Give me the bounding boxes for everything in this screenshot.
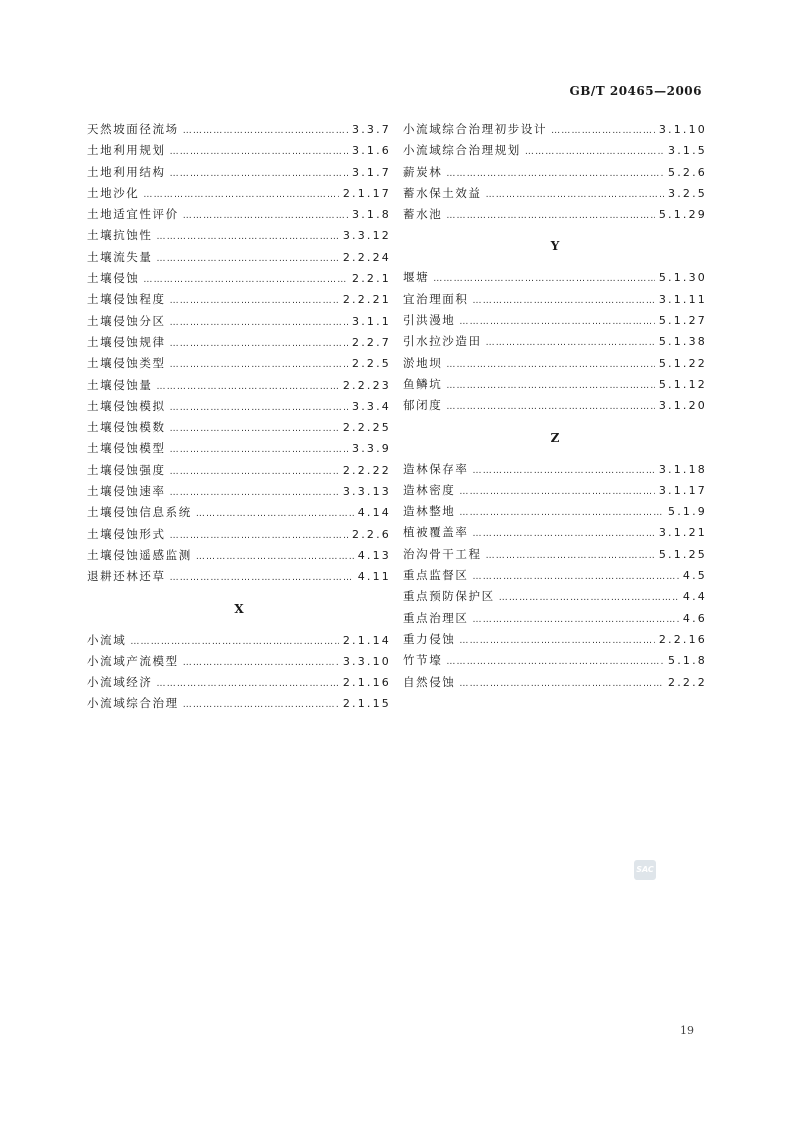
index-entry xyxy=(87,247,391,268)
index-term: 引洪漫地 xyxy=(403,313,456,328)
index-term: 重点监督区 xyxy=(403,568,469,583)
index-term: 土壤侵蚀程度 xyxy=(87,292,166,307)
index-term: 郁闭度 xyxy=(403,398,443,413)
dot-leader xyxy=(459,631,654,652)
section-letter-z: Z xyxy=(550,430,560,445)
dot-leader xyxy=(143,185,338,206)
clause-reference: 4.6 xyxy=(682,611,707,625)
dot-leader xyxy=(170,334,348,355)
clause-reference: 3.2.5 xyxy=(668,186,707,200)
clause-reference: 2.2.22 xyxy=(342,463,391,477)
index-entry xyxy=(403,565,707,586)
index-right-column xyxy=(403,119,707,693)
entries-x-cont-group xyxy=(403,119,707,225)
clause-reference: 3.1.11 xyxy=(658,292,707,306)
index-entry xyxy=(403,672,707,693)
clause-reference: 2.1.16 xyxy=(342,676,391,690)
index-entry xyxy=(87,396,391,417)
index-term: 造林整地 xyxy=(403,504,456,519)
index-entry xyxy=(403,310,707,331)
dot-leader xyxy=(143,270,348,291)
index-term: 堰塘 xyxy=(403,270,430,285)
clause-reference: 3.1.18 xyxy=(658,462,707,476)
dot-leader xyxy=(473,567,679,588)
index-entry xyxy=(403,162,707,183)
index-entry xyxy=(403,522,707,543)
index-entry xyxy=(403,331,707,352)
dot-leader xyxy=(157,377,339,398)
index-term: 土壤侵蚀模型 xyxy=(87,441,166,456)
index-entry xyxy=(87,268,391,289)
index-term: 土壤侵蚀遥感监测 xyxy=(87,547,192,562)
clause-reference: 2.2.23 xyxy=(342,378,391,392)
index-entry xyxy=(403,650,707,671)
index-term: 土壤侵蚀形式 xyxy=(87,526,166,541)
index-term: 重点预防保护区 xyxy=(403,589,495,604)
index-term: 植被覆盖率 xyxy=(403,525,469,540)
dot-leader xyxy=(433,269,655,290)
index-term: 土壤侵蚀类型 xyxy=(87,356,166,371)
clause-reference: 5.1.8 xyxy=(668,654,707,668)
index-term: 鱼鳞坑 xyxy=(403,376,443,391)
dot-leader xyxy=(551,121,655,142)
clause-reference: 3.3.9 xyxy=(352,442,391,456)
index-term: 小流域经济 xyxy=(87,675,153,690)
dot-leader xyxy=(170,313,348,334)
clause-reference: 2.2.25 xyxy=(342,421,391,435)
clause-reference: 3.1.5 xyxy=(668,144,707,158)
clause-reference: 3.1.20 xyxy=(658,399,707,413)
section-letter-y: Y xyxy=(550,239,560,254)
index-entry xyxy=(87,693,391,714)
clause-reference: 5.1.29 xyxy=(658,208,707,222)
index-term: 小流域 xyxy=(87,632,127,647)
index-term: 土地适宜性评价 xyxy=(87,207,179,222)
dot-leader xyxy=(157,674,339,695)
index-term: 土壤侵蚀强度 xyxy=(87,462,166,477)
index-entry xyxy=(403,183,707,204)
index-term: 土壤侵蚀模数 xyxy=(87,420,166,435)
dot-leader xyxy=(130,632,339,653)
index-term: 土壤侵蚀速率 xyxy=(87,484,166,499)
index-entry xyxy=(87,417,391,438)
dot-leader xyxy=(486,333,655,354)
index-entry xyxy=(87,566,391,587)
clause-reference: 2.2.16 xyxy=(658,632,707,646)
entries-t-group xyxy=(87,119,391,588)
index-term: 退耕还林还草 xyxy=(87,569,166,584)
dot-leader xyxy=(196,504,354,525)
clause-reference: 4.11 xyxy=(357,570,391,584)
clause-reference: 3.1.8 xyxy=(352,208,391,222)
index-term: 蓄水池 xyxy=(403,207,443,222)
clause-reference: 2.2.1 xyxy=(352,272,391,286)
index-entry xyxy=(87,311,391,332)
index-term: 小流域综合治理初步设计 xyxy=(403,122,548,136)
clause-reference: 2.2.21 xyxy=(342,293,391,307)
index-term: 土壤流失量 xyxy=(87,249,153,264)
index-entry xyxy=(87,651,391,672)
dot-leader xyxy=(446,397,655,418)
clause-reference: 5.1.25 xyxy=(658,547,707,561)
dot-leader xyxy=(486,546,655,567)
index-entry xyxy=(87,481,391,502)
index-term: 土地利用规划 xyxy=(87,143,166,158)
clause-reference: 2.1.14 xyxy=(342,633,391,647)
clause-reference: 5.1.27 xyxy=(658,314,707,328)
index-term: 宜治理面积 xyxy=(403,291,469,306)
entries-z-group xyxy=(403,459,707,693)
dot-leader xyxy=(170,291,339,312)
index-entry xyxy=(87,183,391,204)
section-letter-x: X xyxy=(234,601,244,616)
dot-leader xyxy=(170,462,339,483)
clause-reference: 5.1.30 xyxy=(658,271,707,285)
clause-reference: 5.1.38 xyxy=(658,335,707,349)
index-entry xyxy=(403,353,707,374)
index-entry xyxy=(87,672,391,693)
index-entry xyxy=(403,544,707,565)
index-entry xyxy=(403,501,707,522)
dot-leader xyxy=(170,142,348,163)
index-term: 土壤侵蚀模拟 xyxy=(87,398,166,413)
clause-reference: 2.1.15 xyxy=(342,697,391,711)
clause-reference: 5.1.12 xyxy=(658,377,707,391)
index-entry xyxy=(403,608,707,629)
index-term: 小流域综合治理规划 xyxy=(403,143,521,158)
page-number: 19 xyxy=(680,1024,694,1037)
index-entry xyxy=(403,395,707,416)
clause-reference: 4.13 xyxy=(357,548,391,562)
dot-leader xyxy=(473,610,679,631)
clause-reference: 2.2.5 xyxy=(352,357,391,371)
index-entry xyxy=(403,586,707,607)
index-entry xyxy=(87,119,391,140)
index-entry xyxy=(403,204,707,225)
index-entry xyxy=(87,353,391,374)
index-term: 薪炭林 xyxy=(403,164,443,179)
index-left-column xyxy=(87,119,391,715)
index-entry xyxy=(87,375,391,396)
entries-x-group xyxy=(87,630,391,715)
clause-reference: 4.5 xyxy=(682,569,707,583)
index-entry xyxy=(403,289,707,310)
index-term: 土壤侵蚀信息系统 xyxy=(87,505,192,520)
dot-leader xyxy=(170,568,354,589)
dot-leader xyxy=(170,483,339,504)
index-term: 土壤侵蚀分区 xyxy=(87,313,166,328)
dot-leader xyxy=(446,652,664,673)
dot-leader xyxy=(486,185,664,206)
index-term: 竹节壕 xyxy=(403,653,443,668)
dot-leader xyxy=(473,461,655,482)
clause-reference: 4.4 xyxy=(682,590,707,604)
index-term: 造林保存率 xyxy=(403,461,469,476)
index-entry xyxy=(87,289,391,310)
clause-reference: 2.2.2 xyxy=(668,675,707,689)
index-entry xyxy=(87,502,391,523)
entries-y-group xyxy=(403,267,707,416)
dot-leader xyxy=(459,503,664,524)
index-entry xyxy=(403,480,707,501)
index-term: 土壤抗蚀性 xyxy=(87,228,153,243)
clause-reference: 3.1.17 xyxy=(658,483,707,497)
dot-leader xyxy=(196,547,354,568)
index-entry xyxy=(87,162,391,183)
dot-leader xyxy=(170,355,348,376)
index-term: 天然坡面径流场 xyxy=(87,122,179,136)
index-term: 土地沙化 xyxy=(87,185,140,200)
dot-leader xyxy=(170,526,348,547)
sac-watermark-logo: SAC xyxy=(634,860,656,880)
index-entry xyxy=(87,204,391,225)
index-entry xyxy=(87,438,391,459)
index-term: 造林密度 xyxy=(403,482,456,497)
clause-reference: 3.3.12 xyxy=(342,229,391,243)
clause-reference: 3.3.13 xyxy=(342,485,391,499)
dot-leader xyxy=(446,355,655,376)
dot-leader xyxy=(183,206,348,227)
clause-reference: 3.1.7 xyxy=(352,165,391,179)
clause-reference: 5.2.6 xyxy=(668,165,707,179)
dot-leader xyxy=(459,312,654,333)
index-term: 重力侵蚀 xyxy=(403,631,456,646)
index-term: 土壤侵蚀量 xyxy=(87,377,153,392)
dot-leader xyxy=(459,674,664,695)
dot-leader xyxy=(499,588,679,609)
index-term: 自然侵蚀 xyxy=(403,674,456,689)
index-entry xyxy=(403,459,707,480)
dot-leader xyxy=(183,121,348,142)
index-entry xyxy=(87,332,391,353)
index-entry xyxy=(403,267,707,288)
index-term: 引水拉沙造田 xyxy=(403,334,482,349)
dot-leader xyxy=(183,653,339,674)
clause-reference: 2.2.7 xyxy=(352,335,391,349)
index-term: 重点治理区 xyxy=(403,610,469,625)
dot-leader xyxy=(446,164,664,185)
index-term: 土壤侵蚀规律 xyxy=(87,334,166,349)
dot-leader xyxy=(446,376,655,397)
dot-leader xyxy=(170,164,348,185)
dot-leader xyxy=(170,440,348,461)
index-term: 土地利用结构 xyxy=(87,164,166,179)
clause-reference: 3.1.6 xyxy=(352,144,391,158)
index-term: 治沟骨干工程 xyxy=(403,546,482,561)
clause-reference: 3.3.7 xyxy=(352,123,391,136)
clause-reference: 5.1.22 xyxy=(658,356,707,370)
index-term: 蓄水保土效益 xyxy=(403,185,482,200)
dot-leader xyxy=(170,398,348,419)
dot-leader xyxy=(170,419,339,440)
dot-leader xyxy=(473,291,655,312)
clause-reference: 2.1.17 xyxy=(342,186,391,200)
index-term: 淤地坝 xyxy=(403,355,443,370)
standard-code-header: GB/T 20465—2006 xyxy=(569,84,702,98)
index-entry xyxy=(403,374,707,395)
clause-reference: 3.1.1 xyxy=(352,314,391,328)
index-entry xyxy=(403,119,707,140)
dot-leader xyxy=(157,249,339,270)
index-entry xyxy=(403,629,707,650)
index-entry xyxy=(87,630,391,651)
clause-reference: 3.1.10 xyxy=(658,123,707,136)
clause-reference: 3.3.10 xyxy=(342,654,391,668)
index-term: 土壤侵蚀 xyxy=(87,271,140,286)
index-entry xyxy=(403,140,707,161)
dot-leader xyxy=(157,227,339,248)
clause-reference: 3.3.4 xyxy=(352,399,391,413)
index-term: 小流域综合治理 xyxy=(87,696,179,711)
index-entry xyxy=(87,140,391,161)
clause-reference: 4.14 xyxy=(357,506,391,520)
index-entry xyxy=(87,524,391,545)
clause-reference: 3.1.21 xyxy=(658,526,707,540)
index-entry xyxy=(87,460,391,481)
dot-leader xyxy=(183,695,339,716)
dot-leader xyxy=(446,206,655,227)
clause-reference: 2.2.6 xyxy=(352,527,391,541)
index-term: 小流域产流模型 xyxy=(87,653,179,668)
clause-reference: 2.2.24 xyxy=(342,250,391,264)
dot-leader xyxy=(473,524,655,545)
index-entry xyxy=(87,545,391,566)
dot-leader xyxy=(525,142,664,163)
index-entry xyxy=(87,225,391,246)
clause-reference: 5.1.9 xyxy=(668,505,707,519)
dot-leader xyxy=(459,482,654,503)
